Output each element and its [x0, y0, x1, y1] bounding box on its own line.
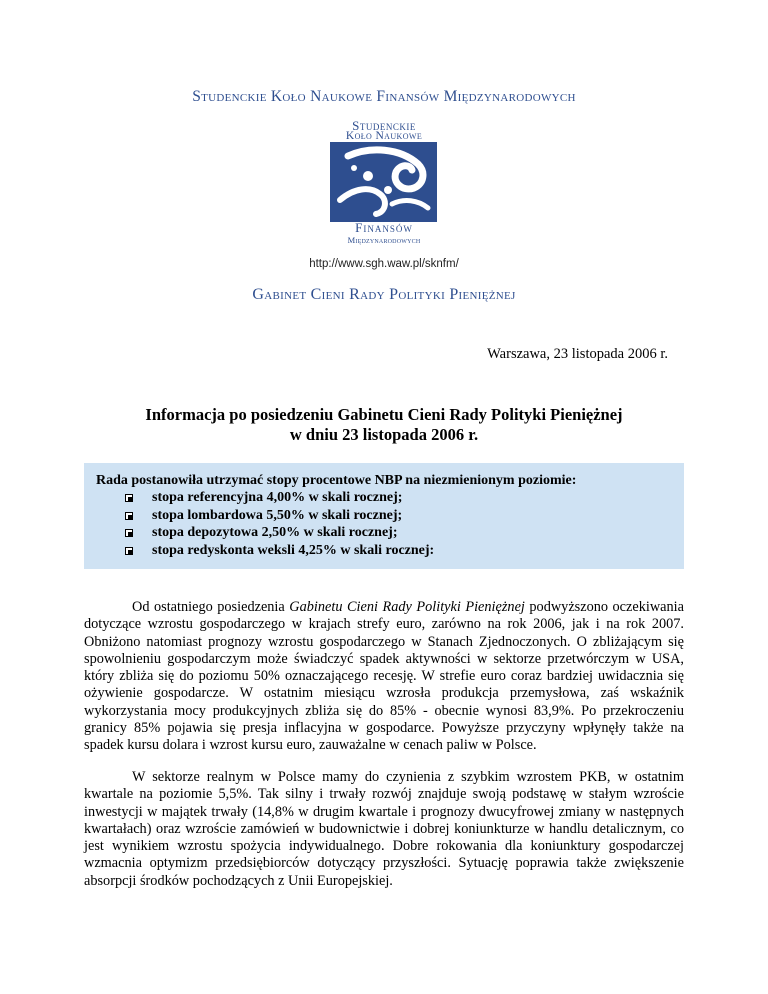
paragraph-1-rest: podwyższono oczekiwania dotyczące wzrostu gospodarczego w krajach strefy euro, zarówno na rok 2006, jak i na rok 2007. Obniżono natomiast prognozy wzrostu gospodarczego w Stanach Zjednoczonych. O zbliżającym się spowolnieniu gospodarczym może świadczyć spadek aktywności w sektorze przetwórczym w USA, który zbliża się do poziomu 50% oznaczającego recesję. W strefie euro coraz bardziej uwidacznia się ożywienie gospodarcze. W ostatnim miesiącu wzrosła produkcja przemysłowa, zaś wskaźnik wykorzystania mocy produkcyjnych zbliża się do 85% - obecnie wynosi 83,9%. Po przekroczeniu granicy 85% pojawia się presja inflacyjna w gospodarce. Powyższe przyczyny wpłynęły także na spadek kursu dolara i wzrost kursu euro, zauważalne w cenach paliw w Polsce.	[84, 599, 684, 754]
checkbox-bullet-icon	[125, 547, 133, 555]
logo-text-top: Studenckie	[352, 118, 416, 133]
title-line-2: w dniu 23 listopada 2006 r.	[289, 425, 479, 444]
rate-item	[122, 542, 684, 560]
rate-text: stopa depozytowa 2,50% w skali rocznej;	[152, 525, 398, 540]
rate-list	[96, 489, 684, 559]
rate-text: stopa lombardowa 5,50% w skali rocznej;	[152, 507, 403, 523]
group-heading: Gabinet Cieni Rady Polityki Pieniężnej	[252, 286, 516, 303]
rate-item	[122, 489, 684, 507]
decision-box	[84, 463, 684, 569]
rate-item	[122, 507, 684, 525]
logo-text-bottom: Finansów	[355, 220, 413, 235]
dateline: Warszawa, 23 listopada 2006 r.	[487, 346, 668, 362]
document-title	[0, 405, 768, 445]
paragraph-2: W sektorze realnym w Polsce mamy do czynienia z szybkim wzrostem PKB, w ostatnim kwartale na poziomie 5,5%. Tak silny i trwały rozwój znajduje swoją podstawę w stałym wzroście inwestycji w majątek trwały (14,8% w drugim kwartale i prognozy dwucyfrowej zmiany w następnych kwartałach) oraz wzroście zamówień w budownictwie i dobrej koniunkturze w handlu detalicznym, co jest wynikiem wzrostu spożycia indywidualnego. Dobre rokowania dla koniunktury gospodarczej wzmacnia optymizm przedsiębiorców dotyczący przyszłości. Sytuację poprawia także zwiększenie absorpcji środków pochodzących z Unii Europejskiej.	[84, 769, 684, 889]
rate-text: stopa referencyjna 4,00% w skali rocznej;	[152, 490, 403, 505]
paragraph-1	[84, 599, 684, 755]
logo-text-bottom-2: Międzynarodowych	[347, 235, 421, 245]
rate-text: stopa redyskonta weksli 4,25% w skali rocznej:	[152, 542, 435, 558]
rate-item	[122, 524, 684, 542]
decision-intro: Rada postanowiła utrzymać stopy procentowe NBP na niezmienionym poziomie:	[96, 473, 577, 488]
checkbox-bullet-icon	[125, 512, 133, 520]
logo-text-top-2: Koło Naukowe	[345, 130, 423, 142]
org-heading: Studenckie Koło Naukowe Finansów Międzynarodowych	[192, 88, 576, 105]
logo-emblem-icon	[330, 142, 437, 222]
checkbox-bullet-icon	[125, 494, 133, 502]
paragraph-1-italic: Gabinetu Cieni Rady Polityki Pieniężnej	[289, 599, 525, 615]
title-line-1: Informacja po posiedzeniu Gabinetu Cieni Rady Polityki Pieniężnej	[145, 405, 623, 424]
website-url[interactable]: http://www.sgh.waw.pl/sknfm/	[309, 258, 459, 270]
checkbox-bullet-icon	[125, 529, 133, 537]
paragraph-1-start: Od ostatniego posiedzenia	[132, 599, 290, 615]
